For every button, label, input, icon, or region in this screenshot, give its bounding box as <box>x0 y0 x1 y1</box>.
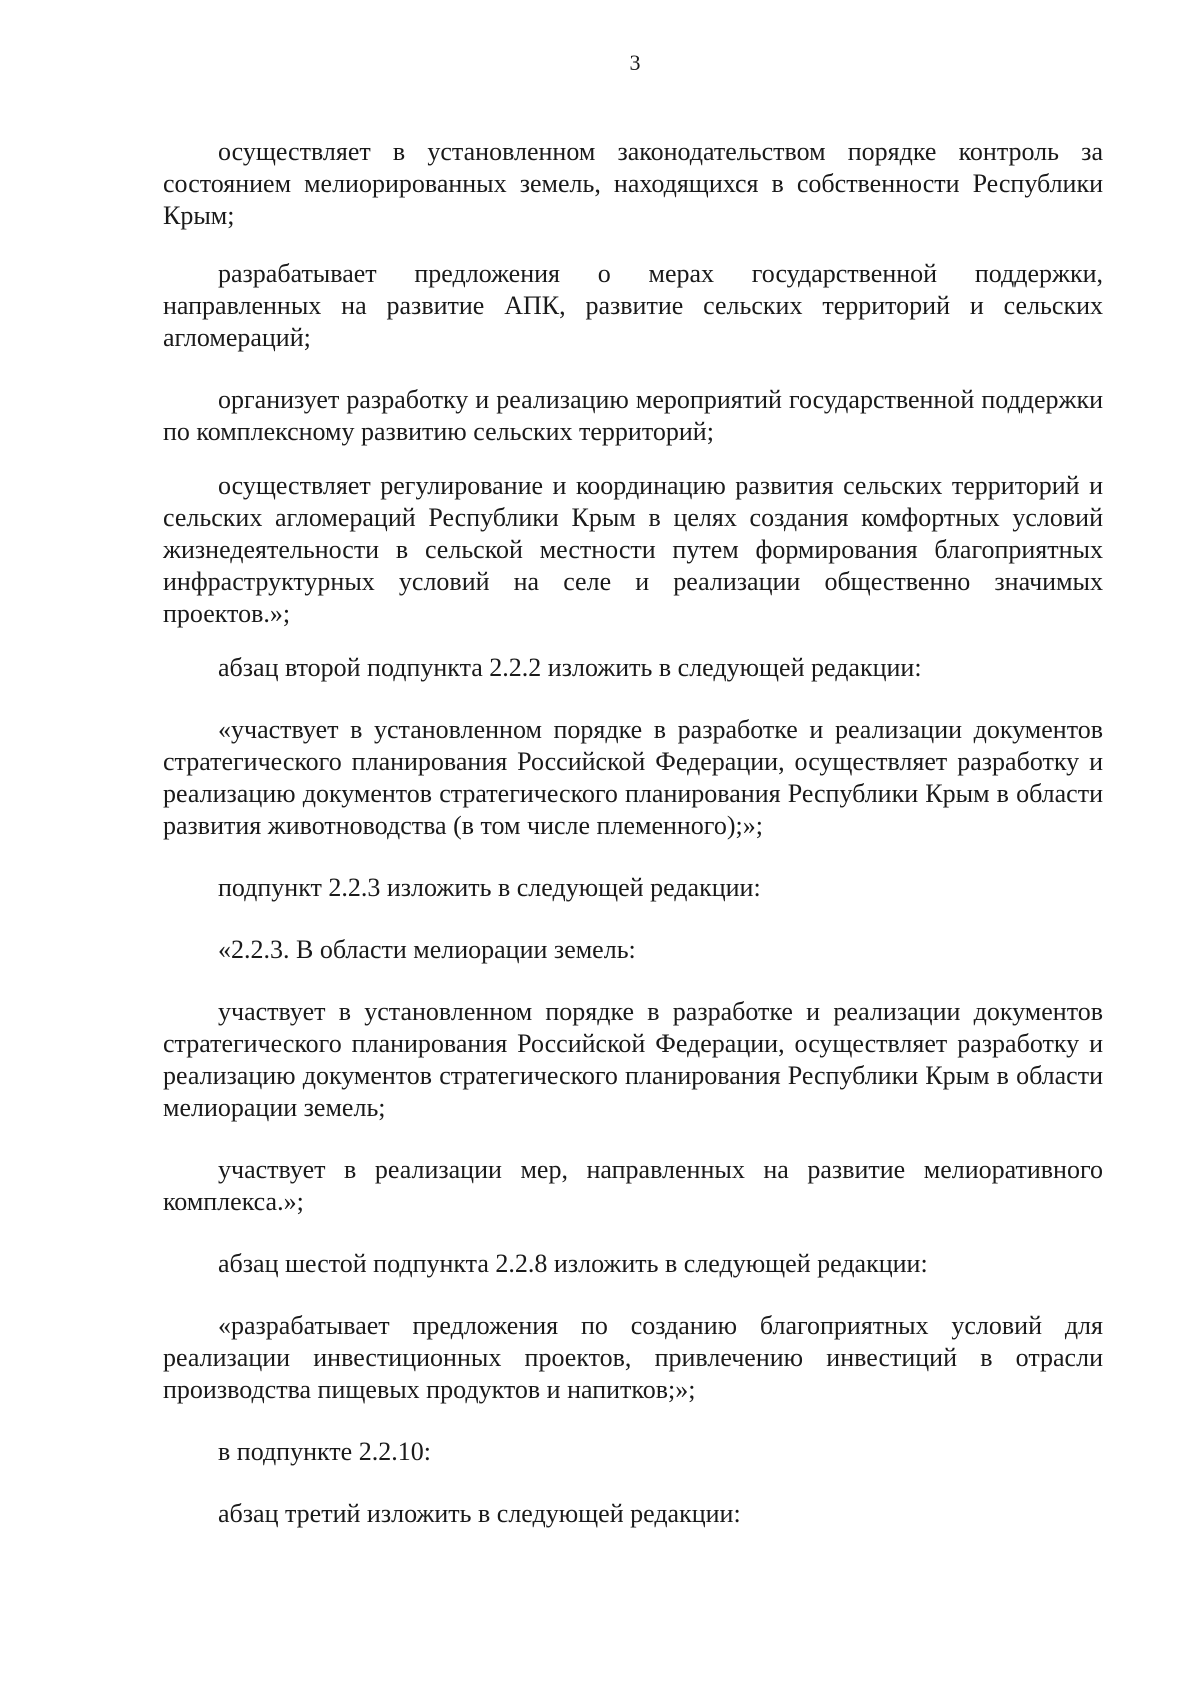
document-body <box>163 136 1103 1530</box>
paragraph: «участвует в установленном порядке в разработке и реализации документов стратегического планирования Российской Федерации, осуществляет разработку и реализацию документов стратегического планирования Республики Крым в области развития животноводства (в том числе племенного);»; <box>163 715 1103 840</box>
paragraph: в подпункте 2.2.10: <box>218 1437 431 1466</box>
paragraph: участвует в установленном порядке в разработке и реализации документов стратегического планирования Российской Федерации, осуществляет разработку и реализацию документов стратегического планирования Республики Крым в области мелиорации земель; <box>163 997 1103 1122</box>
paragraph: абзац второй подпункта 2.2.2 изложить в следующей редакции: <box>218 653 922 682</box>
paragraph: «разрабатывает предложения по созданию благоприятных условий для реализации инвестиционных проектов, привлечению инвестиций в отрасли производства пищевых продуктов и напитков;»; <box>163 1311 1103 1404</box>
paragraph: организует разработку и реализацию мероприятий государственной поддержки по комплексному развитию сельских территорий; <box>163 385 1103 446</box>
paragraph: подпункт 2.2.3 изложить в следующей редакции: <box>218 873 761 902</box>
paragraph: осуществляет в установленном законодательством порядке контроль за состоянием мелиорированных земель, находящихся в собственности Республики Крым; <box>163 137 1103 230</box>
paragraph: абзац третий изложить в следующей редакции: <box>218 1499 741 1528</box>
paragraph: «2.2.3. В области мелиорации земель: <box>218 935 636 964</box>
paragraph: абзац шестой подпункта 2.2.8 изложить в следующей редакции: <box>218 1249 928 1278</box>
page-number: 3 <box>629 50 641 75</box>
paragraph: разрабатывает предложения о мерах государственной поддержки, направленных на развитие АПК, развитие сельских территорий и сельских агломераций; <box>163 259 1103 352</box>
paragraph: осуществляет регулирование и координацию развития сельских территорий и сельских агломераций Республики Крым в целях создания комфортных условий жизнедеятельности в сельской местности путем формирования благоприятных инфраструктурных условий на селе и реализации общественно значимых проектов.»; <box>163 471 1103 628</box>
paragraph: участвует в реализации мер, направленных на развитие мелиоративного комплекса.»; <box>163 1155 1103 1216</box>
